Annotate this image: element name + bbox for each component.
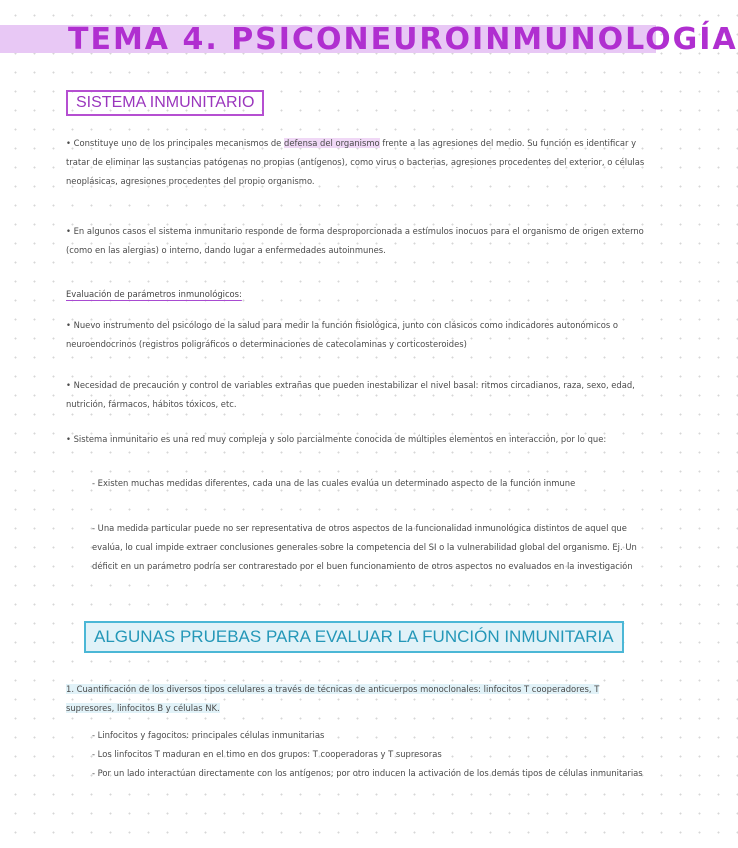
list-item: - Por un lado interactúan directamente con los antígenos; por otro inducen la activación de los demás tipos de células inmunitarias	[92, 768, 643, 778]
highlight-cuantificacion: 1. Cuantificación de los diversos tipos celulares a través de técnicas de anticuerpos monoclonales: linfocitos T cooperadores, T supresores, linfocitos B y células NK.	[66, 684, 600, 713]
list-linfocitos	[92, 726, 650, 783]
page-title: TEMA 4. PSICONEUROINMUNOLOGÍA	[68, 22, 738, 57]
paragraph-definition-post: frente a las agresiones del medio. Su función es identificar y tratar de eliminar las sustancias patógenas no propias (antígenos), como virus o bacterias, agresiones procedentes del exterior, o células neoplásicas, agresiones procedentes del propio organismo.	[66, 138, 645, 186]
sub-item-representativa: - Una medida particular puede no ser representativa de otros aspectos de la funcionalidad inmunológica distintos de aquel que evalúa, lo cual impide extraer conclusiones generales sobre la competencia del SI o la vulnerabilidad global del organismo. Ej. Un déficit en un parámetro podría ser contrarestado por el buen funcionamiento de otros aspectos no evaluados en la investigación	[92, 523, 637, 571]
section-heading-sistema-inmunitario: SISTEMA INMUNITARIO	[66, 90, 264, 116]
section-heading-pruebas: ALGUNAS PRUEBAS PARA EVALUAR LA FUNCIÓN INMUNITARIA	[84, 621, 624, 653]
list-item: - Los linfocitos T maduran en el timo en dos grupos: T cooperadoras y T supresoras	[92, 749, 442, 759]
subheading-evaluacion: Evaluación de parámetros inmunológicos:	[66, 289, 242, 299]
highlight-defensa: defensa del organismo	[284, 138, 380, 148]
paragraph-definition-pre: • Constituye uno de los principales mecanismos de	[66, 138, 284, 148]
paragraph-precaucion: • Necesidad de precaución y control de variables extrañas que pueden inestabilizar el nivel basal: ritmos circadianos, raza, sexo, edad, nutrición, fármacos, hábitos tóxicos, etc.	[66, 380, 635, 409]
paragraph-autoimmune: • En algunos casos el sistema inmunitario responde de forma desproporcionada a estímulos inocuos para el organismo de origen externo (como en las alergias) o interno, dando lugar a enfermedades autoinmunes.	[66, 226, 644, 255]
paragraph-red-compleja: • Sistema inmunitario es una red muy compleja y solo parcialmente conocida de múltiples elementos en interacción, por lo que:	[66, 434, 607, 444]
paragraph-definition	[66, 134, 650, 191]
paragraph-instrumento: • Nuevo instrumento del psicólogo de la salud para medir la función fisiológica, junto con clásicos como indicadores autonómicos o neuroendocrinos (registros poligráficos o determinaciones de catecolaminas y corticosteroides)	[66, 320, 619, 349]
sub-item-medidas: - Existen muchas medidas diferentes, cada una de las cuales evalúa un determinado aspecto de la función inmune	[92, 478, 576, 488]
paragraph-cuantificacion	[66, 680, 650, 718]
list-item: - Linfocitos y fagocitos: principales células inmunitarias	[92, 730, 325, 740]
